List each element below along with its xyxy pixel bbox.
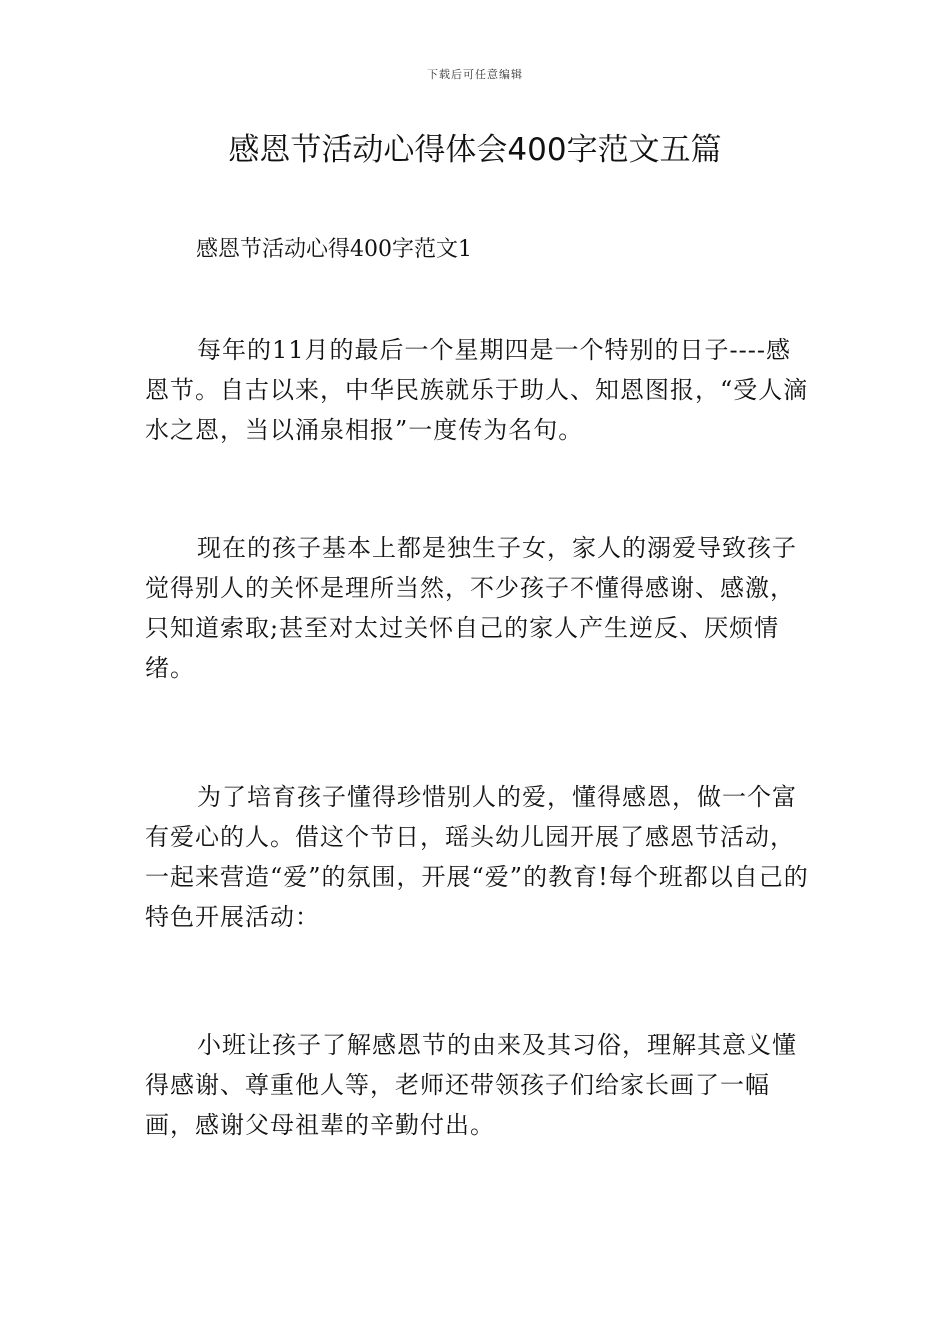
document-title: 感恩节活动心得体会400字范文五篇 (228, 132, 722, 168)
paragraph-1: 每年的11月的最后一个星期四是一个特别的日子----感恩节。自古以来，中华民族就乐于助人、知恩图报，“受人滴水之恩，当以涌泉相报”一度传为名句。 (145, 336, 809, 444)
header-note: 下载后可任意编辑 (427, 68, 523, 81)
section-heading: 感恩节活动心得400字范文1 (196, 237, 472, 262)
paragraph-4: 小班让孩子了解感恩节的由来及其习俗，理解其意义懂得感谢、尊重他人等，老师还带领孩子们给家长画了一幅画，感谢父母祖辈的辛勤付出。 (145, 1031, 797, 1139)
paragraph-3: 为了培育孩子懂得珍惜别人的爱，懂得感恩，做一个富有爱心的人。借这个节日，瑶头幼儿园开展了感恩节活动，一起来营造“爱”的氛围，开展“爱”的教育!每个班都以自己的特色开展活动： (145, 783, 809, 931)
paragraph-2: 现在的孩子基本上都是独生子女，家人的溺爱导致孩子觉得别人的关怀是理所当然，不少孩子不懂得感谢、感激，只知道索取;甚至对太过关怀自己的家人产生逆反、厌烦情绪。 (145, 534, 797, 682)
